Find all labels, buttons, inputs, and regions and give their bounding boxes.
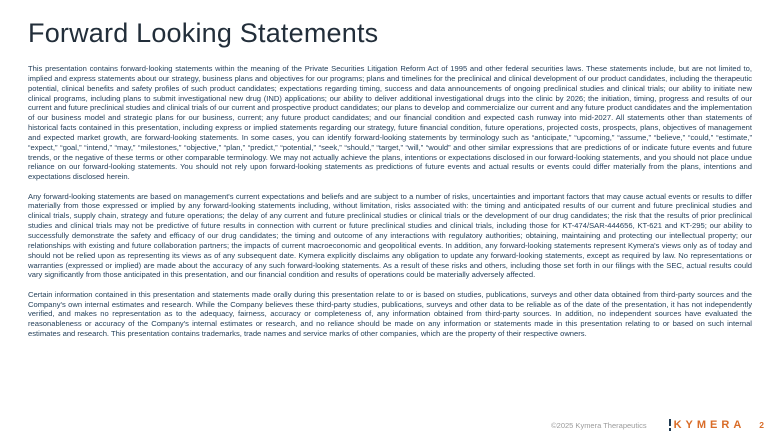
kymera-logo [669,419,746,431]
page-title: Forward Looking Statements [28,18,379,48]
kymera-logo-text: KYMERA [673,419,746,431]
copyright-text: ©2025 Kymera Therapeutics [551,420,647,430]
page-number: 2 [759,420,764,430]
disclaimer-paragraph-2: Any forward-looking statements are based on management's current expectations and beliefs and are subject to a number of risks, uncertainties and important factors that may cause actual events or results to differ materially from those expressed or implied by any forward-looking statements including, without limitation, risks associated with: the timing and anticipated results of our current and future preclinical studies and clinical trials, supply chain, strategy and future operations; the delay of any current and future preclinical studies or clinical trials or the development of our drug candidates; the risk that the results of prior preclinical studies and clinical trials may not be predictive of future results in connection with current or future preclinical studies and clinical trials, including those for KT-474/SAR-444656, KT-621 and KT-295; our ability to successfully demonstrate the safety and efficacy of our drug candidates; the timing and outcome of any interactions with regulatory authorities; obtaining, maintaining and protecting our intellectual property; our relationships with existing and future collaboration partners; the impacts of current macroeconomic and geopolitical events. In addition, any forward-looking statements represent Kymera's views only as of today and should not be relied upon as representing its views as of any subsequent date. Kymera explicitly disclaims any obligation to update any forward-looking statements, except as required by law. No representations or warranties (expressed or implied) are made about the accuracy of any such forward-looking statements. As a result of these risks and others, including those set forth in our filings with the SEC, actual results could vary significantly from those anticipated in this presentation, and our financial condition and results of operations could be materially adversely affected. [28,191,752,280]
footer [551,419,764,431]
disclaimer-paragraph-3: Certain information contained in this presentation and statements made orally during this presentation relate to or is based on studies, publications, surveys and other data obtained from third-party sources and the Company's own internal estimates and research. While the Company believes these third-party studies, publications, surveys and other data to be reliable as of the date of the presentation, it has not independently verified, and makes no representation as to the adequacy, fairness, accuracy or completeness of, any information obtained from third-party sources. In addition, no independent sources have evaluated the reasonableness or accuracy of the Company's internal estimates or research, and no reliance should be made on any information or statements made in this presentation relating to or based on such internal estimates and research. This presentation contains trademarks, trade names and service marks of other companies, which are the property of their respective owners. [28,289,752,339]
disclaimer-paragraph-1: This presentation contains forward-looking statements within the meaning of the Private Securities Litigation Reform Act of 1995 and other federal securities laws. These statements include, but are not limited to, implied and express statements about our strategy, business plans and objectives for our programs; plans and timelines for the preclinical and clinical development of our product candidates, including the therapeutic potential, clinical benefits and safety profiles of such product candidates; expectations regarding timing, success and data announcements of ongoing preclinical studies and clinical trials; our ability to initiate new clinical programs, including plans to submit investigational new drug (IND) applications; our ability to deliver additional investigational drugs into the clinic by 2026; the initiation, timing, progress and results of our current and future preclinical studies and clinical trials of our current and prospective product candidates; our plans to develop and commercialize our current and any future product candidates and the implementation of our business model and strategic plans for our business, current; any future product candidates; and our financial condition and expected cash runway into mid-2027. All statements other than statements of historical facts contained in this presentation, including express or implied statements regarding our strategy, future financial condition, future operations, projected costs, prospects, plans, objectives of management and expected market growth, are forward-looking statements. In some cases, you can identify forward-looking statements by terminology such as “anticipate,” “upcoming,” “assume,” “believe,” “could,” “estimate,” “expect,” “goal,” “intend,” “may,” “milestones,” “objective,” “plan,” “predict,” “potential,” “seek,” “should,” “target,” “will,” “would” and other similar expressions that are predictions of or indicate future events and future trends, or the negative of these terms or other comparable terminology. We may not actually achieve the plans, intentions or expectations disclosed in our forward-looking statements, and you should not place undue reliance on our forward-looking statements. You should not rely upon forward-looking statements as predictions of future events and actual results or events could differ materially from the plans, intentions and expectations disclosed herein. [28,64,752,182]
kymera-logo-mark-icon [669,419,671,431]
